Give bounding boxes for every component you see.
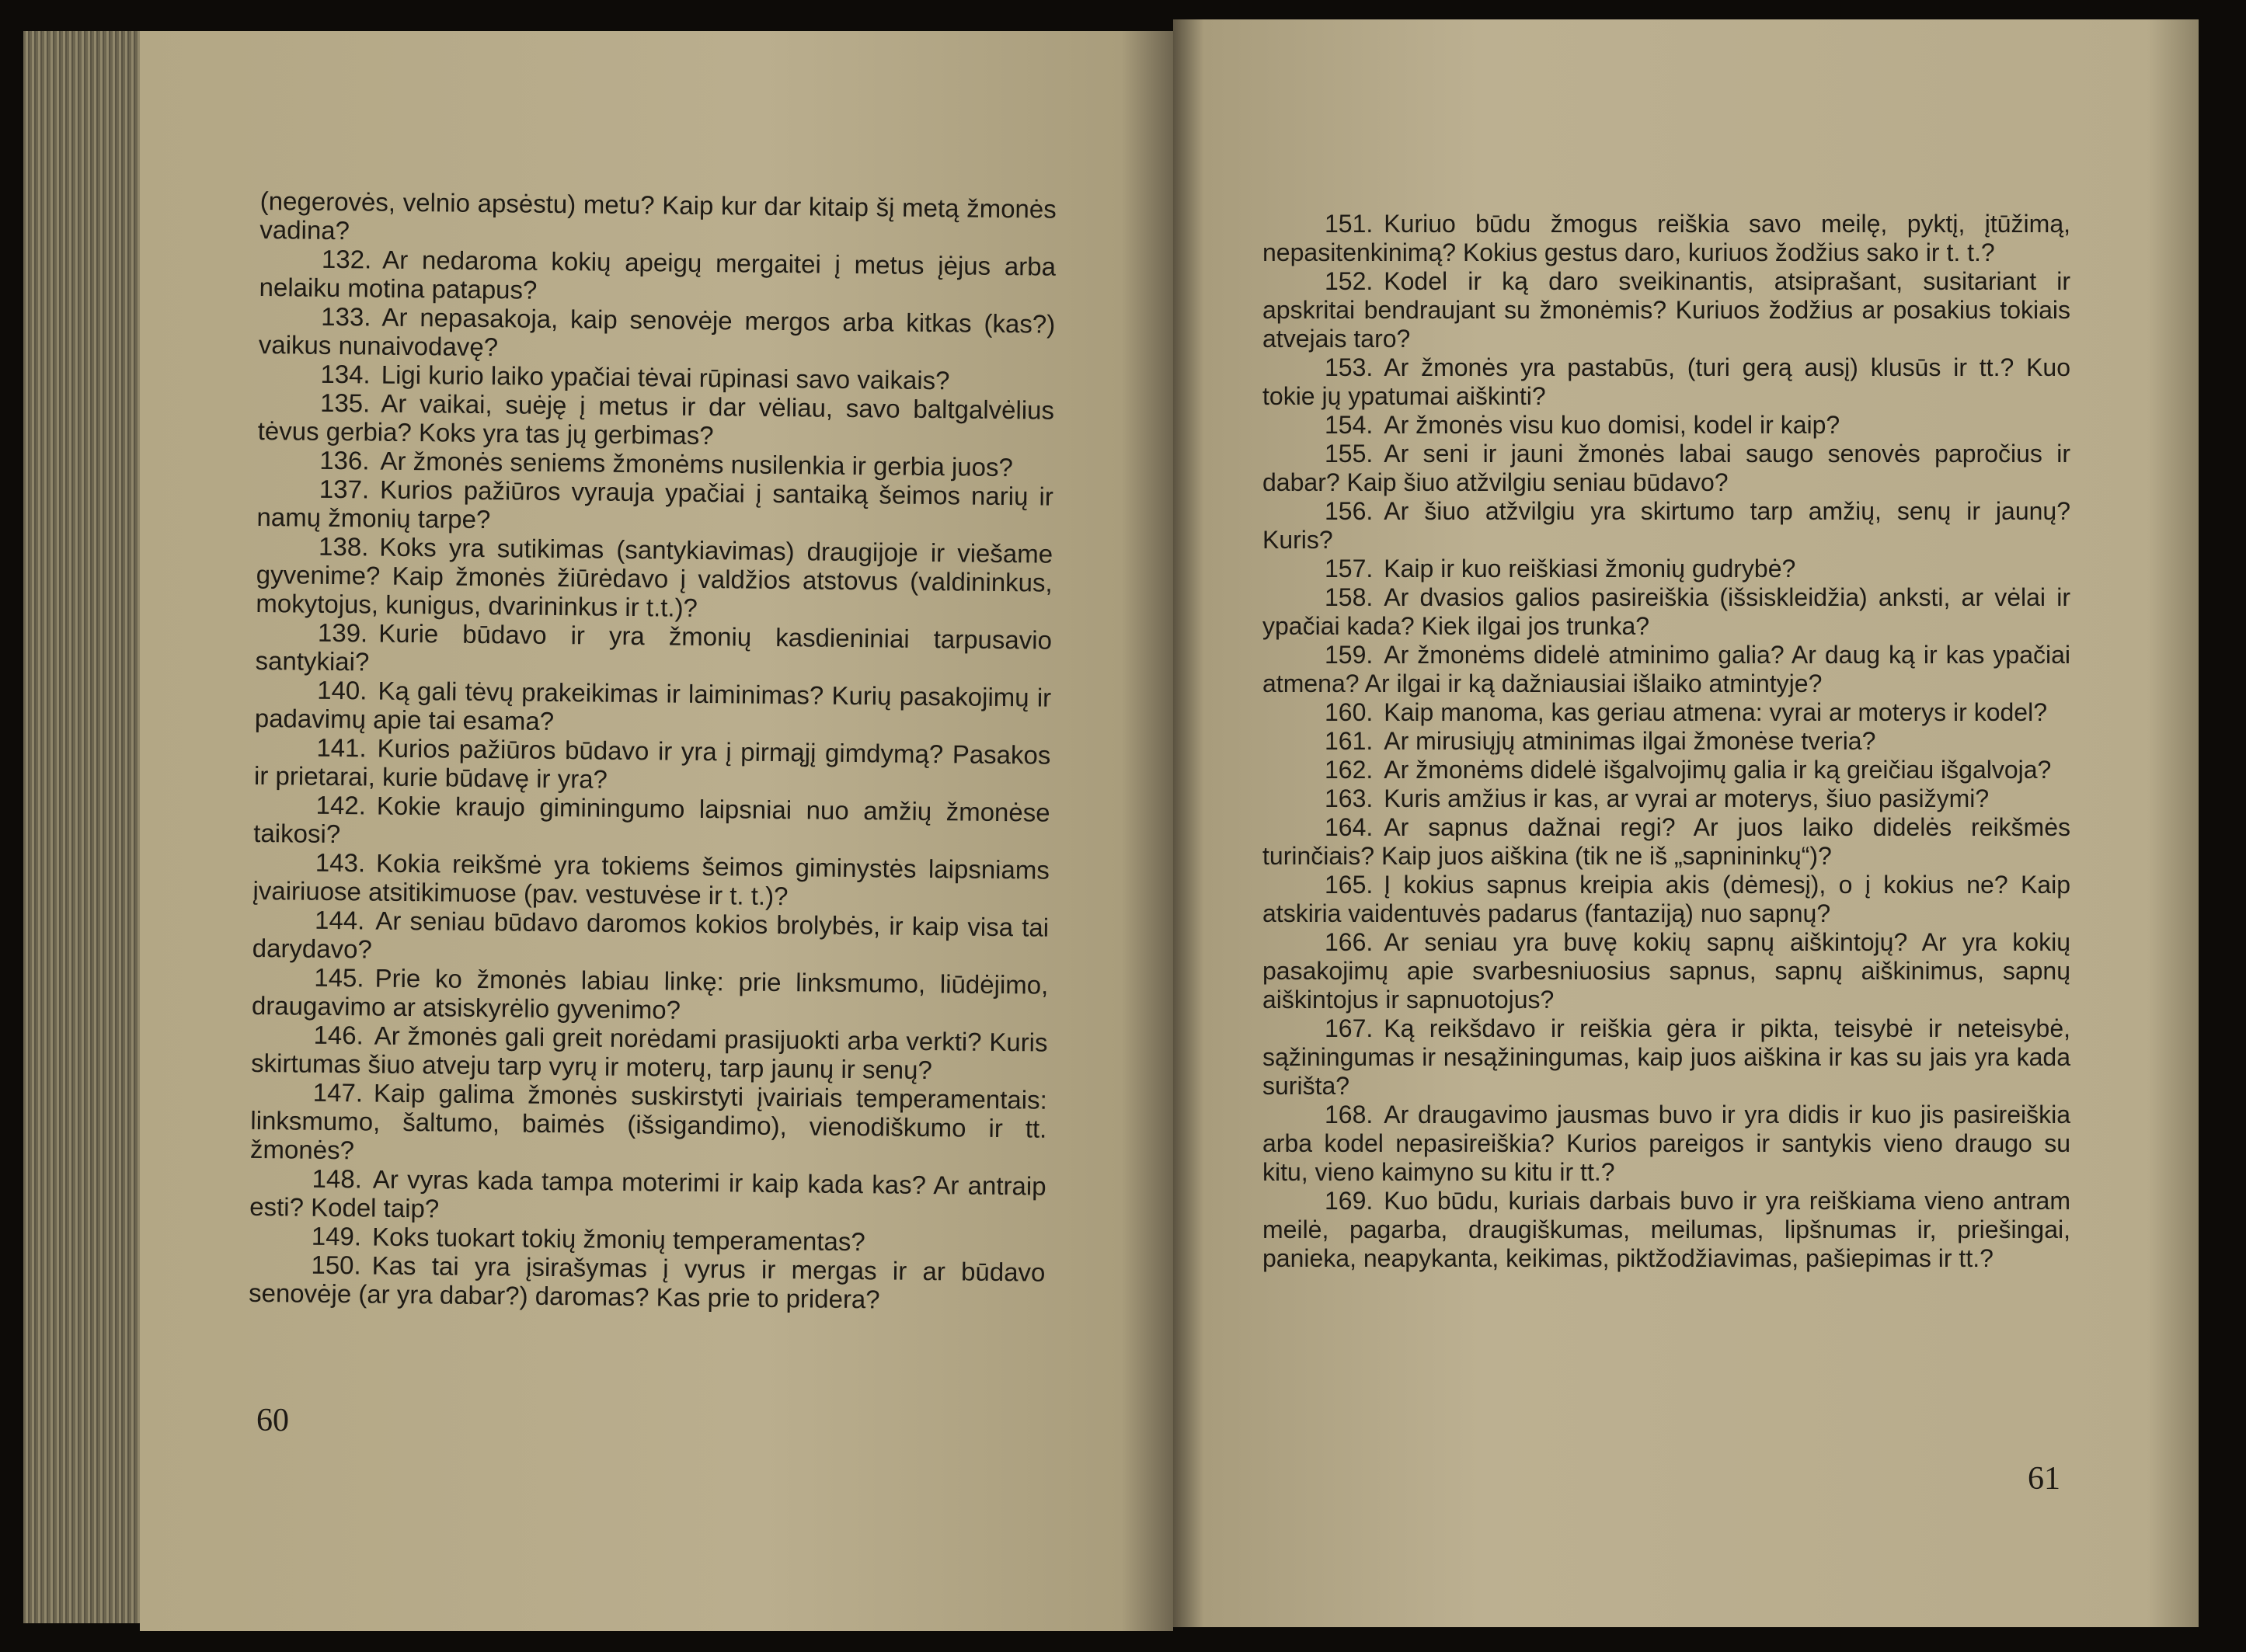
right-page [1173, 19, 2199, 1627]
question-paragraph [1262, 698, 2070, 727]
question-number: 150. [311, 1250, 361, 1280]
question-text: Į kokius sapnus kreipia akis (dėmesį), o į kokius ne? Kaip atskiria vaidentuvės padarus (fantaziją) nuo sapnų? [1262, 871, 2070, 927]
question-number: 138. [318, 531, 369, 562]
question-number: 148. [312, 1163, 363, 1194]
page-edges [23, 31, 155, 1623]
question-text: Kurios pažiūros vyrauja ypačiai į santaiką šeimos narių ir namų žmonių tarpe? [256, 475, 1054, 534]
question-number: 168. [1325, 1101, 1374, 1129]
question-paragraph [249, 1163, 1046, 1229]
question-paragraph [1262, 784, 2070, 813]
question-text: Kaip manoma, kas geriau atmena: vyrai ar moterys ir kodel? [1384, 698, 2047, 726]
question-paragraph [1262, 727, 2070, 756]
question-number: 134. [320, 359, 371, 389]
question-paragraph [1262, 871, 2070, 928]
question-paragraph [250, 1077, 1047, 1172]
question-number: 169. [1325, 1187, 1374, 1215]
question-number: 141. [316, 732, 367, 763]
left-page [140, 31, 1173, 1631]
question-text: Kurie būdavo ir yra žmonių kasdieniniai tarpusavio santykiai? [255, 618, 1053, 676]
question-text: Koks tuokart tokių žmonių temperamentas? [371, 1222, 865, 1257]
question-number: 153. [1325, 353, 1374, 381]
question-paragraph [1262, 583, 2070, 641]
question-text: Ar vyras kada tampa moterimi ir kaip kada kas? Ar antraip esti? Kodel taip? [249, 1164, 1046, 1223]
question-number: 154. [1325, 411, 1374, 439]
question-number: 143. [315, 847, 366, 878]
question-text: Prie ko žmonės labiau linkę: prie linksmumo, liūdėjimo, draugavimo ar atsiskyrėlio gyvenimo? [251, 963, 1049, 1024]
question-paragraph [256, 531, 1053, 626]
question-text: Ar žmonėms didelė atminimo galia? Ar daug ką ir kas ypačiai atmena? Ar ilgai ir ką dažniausiai išlaiko atmintyje? [1262, 641, 2070, 697]
question-paragraph [1262, 641, 2070, 698]
question-text: Ar žmonės seniems žmonėms nusilenkia ir gerbia juos? [380, 446, 1014, 482]
question-text: Ar žmonėms didelė išgalvojimų galia ir ką greičiau išgalvoja? [1384, 756, 2052, 784]
question-text: Ką reikšdavo ir reiškia gėra ir pikta, teisybė ir neteisybė, sąžiningumas ir nesąžiningumas, kaip juos aiškina ir kas su jais yra kada surišta? [1262, 1014, 2070, 1100]
page-number: 60 [256, 1403, 289, 1438]
question-text: Ar draugavimo jausmas buvo ir yra didis ir kuo jis pasireiškia arba kodel nepasireiškia? Kurios pareigos ir santykis vieno draugo su kitu, vieno kaimyno su kitu ir tt.? [1262, 1101, 2070, 1186]
question-text: Ar seniau būdavo daromos kokios brolybės, ir kaip visa tai darydavo? [252, 906, 1050, 964]
question-paragraph [259, 186, 1057, 252]
question-number: 136. [319, 445, 370, 475]
question-number: 135. [319, 388, 371, 418]
question-paragraph [252, 962, 1049, 1028]
question-text: Kurios pažiūros būdavo ir yra į pirmąjį gimdymą? Pasakos ir prietarai, kurie būdavę ir yra? [253, 733, 1051, 794]
question-number: 163. [1325, 784, 1374, 812]
question-paragraph [1262, 353, 2070, 411]
question-number: 137. [319, 474, 370, 504]
question-text: Kodel ir ką daro sveikinantis, atsiprašant, susitariant ir apskritai bendraujant su žmonėmis? Kuriuos žodžius ar posakius tokiais atvejais taro? [1262, 267, 2070, 353]
question-paragraph [1262, 756, 2070, 784]
question-number: 164. [1325, 813, 1374, 841]
question-number: 157. [1325, 555, 1374, 583]
question-number: 161. [1325, 727, 1374, 755]
question-number: 166. [1325, 928, 1374, 956]
question-number: 133. [321, 301, 371, 332]
question-number: 140. [317, 675, 367, 705]
question-number: 162. [1325, 756, 1374, 784]
question-text: Ar žmonės visu kuo domisi, kodel ir kaip? [1384, 411, 1840, 439]
question-paragraph [255, 617, 1052, 683]
question-number: 167. [1325, 1014, 1374, 1042]
question-paragraph [259, 301, 1056, 367]
question-paragraph [1262, 497, 2070, 555]
question-number: 159. [1325, 641, 1374, 669]
question-paragraph [1262, 267, 2070, 353]
question-text: Ar nepasakoja, kaip senovėje mergos arba kitkas (kas?) vaikus nunaivodavę? [258, 302, 1056, 362]
question-paragraph [1262, 210, 2070, 267]
question-paragraph [1262, 928, 2070, 1014]
question-paragraph [1262, 1101, 2070, 1187]
question-paragraph [254, 732, 1051, 798]
question-text: Kuriuo būdu žmogus reiškia savo meilę, pyktį, įtūžimą, nepasitenkinimą? Kokius gestus daro, kuriuos žodžius sako ir t. t.? [1262, 210, 2070, 266]
question-paragraph [253, 790, 1050, 856]
question-number: 142. [315, 790, 367, 820]
question-number: 158. [1325, 583, 1374, 611]
question-paragraph [1262, 440, 2070, 497]
question-paragraph [259, 244, 1056, 310]
question-number: 149. [311, 1221, 362, 1251]
question-paragraph [249, 1250, 1046, 1316]
question-text: Kokie kraujo giminingumo laipsniai nuo amžių žmonėse taikosi? [253, 791, 1050, 849]
question-text: Ar seniau yra buvę kokių sapnų aiškintojų? Ar yra kokių pasakojimų apie svarbesniuosius sapnus, sapnų aiškinimus, sapnų aiškintojus ir sapnuotojus? [1262, 928, 2070, 1014]
question-paragraph [1262, 1014, 2070, 1101]
question-paragraph [251, 1020, 1048, 1086]
page-number: 61 [2028, 1461, 2060, 1497]
question-text: Kaip galima žmonės suskirstyti įvairiais temperamentais: linksmumo, šaltumo, baimės (išsigandimo), vienodiškumo ir tt. žmonės? [249, 1078, 1047, 1165]
question-paragraph [1262, 813, 2070, 871]
left-page-text [249, 186, 1057, 1316]
question-number: 155. [1325, 440, 1374, 468]
question-paragraph [1262, 1187, 2070, 1273]
right-page-text [1262, 210, 2070, 1273]
question-paragraph [1262, 555, 2070, 583]
question-number: 156. [1325, 497, 1374, 525]
question-text: Kokia reikšmė yra tokiems šeimos giminystės laipsniams įvairiuose atsitikimuose (pav. vestuvėse ir t. t.)? [252, 848, 1050, 911]
question-text: Kas tai yra įsirašymas į vyrus ir mergas ir ar būdavo senovėje (ar yra dabar?) daromas? Kas prie to pridera? [248, 1250, 1046, 1314]
question-text: Kaip ir kuo reiškiasi žmonių gudrybė? [1384, 555, 1796, 583]
question-number: 146. [313, 1020, 364, 1050]
question-paragraph [256, 474, 1053, 540]
question-number: 147. [312, 1077, 364, 1108]
question-text: Ar žmonės gali greit norėdami prasijuokti arba verkti? Kuris skirtumas šiuo atveju tarp vyrų ir moterų, tarp jaunų ir senų? [250, 1021, 1048, 1085]
question-text: Kuo būdu, kuriais darbais buvo ir yra reiškiama vieno antram meilė, pagarba, draugiškumas, meilumas, lipšnumas ir, priešingai, panieka, neapykanta, keikimas, piktžodžiavimas, pašiepimas ir tt.? [1262, 1187, 2070, 1272]
question-text: Koks yra sutikimas (santykiavimas) draugijoje ir viešame gyvenime? Kaip žmonės žiūrėdavo į valdžios atstovus (valdininkus, mokytojus, kunigus, dvarininkus ir t.t.)? [256, 532, 1053, 622]
question-paragraph [1262, 411, 2070, 440]
question-text: Ar šiuo atžvilgiu yra skirtumo tarp amžių, senų ir jaunų? Kuris? [1262, 497, 2070, 554]
question-number: 160. [1325, 698, 1374, 726]
question-text: Kuris amžius ir kas, ar vyrai ar moterys, šiuo pasižymi? [1384, 784, 1990, 812]
question-number: 145. [314, 962, 364, 993]
question-text: Ar vaikai, suėję į metus ir dar vėliau, savo baltgalvėlius tėvus gerbia? Koks yra tas jų gerbimas? [257, 388, 1055, 450]
question-text: Ar mirusiųjų atminimas ilgai žmonėse tveria? [1384, 727, 1876, 755]
question-text: Ką gali tėvų prakeikimas ir laiminimas? Kurių pasakojimų ir padavimų apie tai esama? [254, 676, 1052, 736]
question-paragraph [252, 847, 1050, 913]
question-number: 165. [1325, 871, 1374, 899]
question-number: 152. [1325, 267, 1374, 295]
question-number: 132. [321, 244, 372, 274]
question-number: 151. [1325, 210, 1374, 238]
question-number: 144. [314, 905, 365, 935]
question-text: (negerovės, velnio apsėstu) metu? Kaip kur dar kitaip šį metą žmonės vadina? [259, 186, 1057, 245]
question-number: 139. [317, 617, 368, 648]
question-text: Ar žmonės yra pastabūs, (turi gerą ausį) klusūs ir tt.? Kuo tokie jų ypatumai aiškinti? [1262, 353, 2070, 410]
question-text: Ligi kurio laiko ypačiai tėvai rūpinasi savo vaikais? [381, 360, 950, 395]
question-text: Ar seni ir jauni žmonės labai saugo senovės papročius ir dabar? Kaip šiuo atžvilgiu seniau būdavo? [1262, 440, 2070, 496]
question-text: Ar dvasios galios pasireiškia (išsiskleidžia) anksti, ar vėlai ir ypačiai kada? Kiek ilgai jos trunka? [1262, 583, 2070, 640]
question-text: Ar nedaroma kokių apeigų mergaitei į metus įėjus arba nelaiku motina patapus? [259, 245, 1057, 304]
question-paragraph [258, 388, 1055, 454]
question-text: Ar sapnus dažnai regi? Ar juos laiko didelės reikšmės turinčiais? Kaip juos aiškina (tik ne iš „sapnininkų“)? [1262, 813, 2070, 870]
question-paragraph [252, 905, 1050, 971]
question-paragraph [255, 675, 1052, 741]
